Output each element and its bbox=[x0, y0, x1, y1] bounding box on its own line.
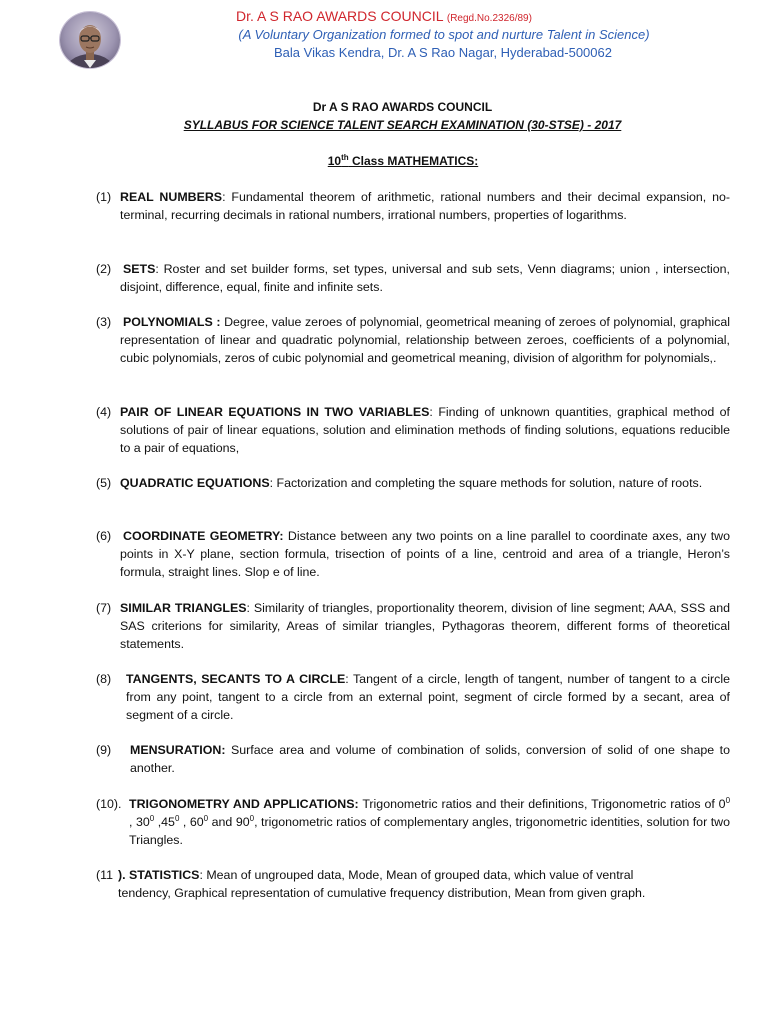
council-title bbox=[0, 8, 768, 24]
section-title: REAL NUMBERS bbox=[120, 190, 223, 204]
section-text: : Tangent of a circle, length of tangent, number of tangent to a circle from any point, tangent to a circle from an external point, segment of circle formed by a secant, area of segment of a circle. bbox=[126, 672, 730, 722]
council-name: Dr. A S RAO AWARDS COUNCIL bbox=[236, 8, 443, 24]
section-number: (7) bbox=[96, 601, 112, 615]
section-text: : Fundamental theorem of arithmetic, rational numbers and their decimal expansion, no-terminal, recurring decimals in rational numbers, irrational numbers, properties of logarithms. bbox=[120, 190, 731, 222]
section-text: : Finding of unknown quantities, graphical method of solutions of pair of linear equations, solution and elimination methods of finding solutions, equations reducible to a pair of equations, bbox=[120, 405, 731, 455]
degree-sup: 0 bbox=[203, 813, 209, 823]
section-number: (9) bbox=[96, 743, 112, 757]
syllabus-section-2 bbox=[96, 260, 730, 296]
document-heading: Dr A S RAO AWARDS COUNCIL bbox=[312, 100, 493, 114]
syllabus-section-10 bbox=[96, 795, 730, 849]
address-text: Bala Vikas Kendra, Dr. A S Rao Nagar, Hyderabad-500062 bbox=[274, 45, 612, 60]
section-text: , 30 bbox=[129, 815, 150, 829]
section-title: PAIR OF LINEAR EQUATIONS IN TWO VARIABLES bbox=[120, 405, 430, 419]
council-address bbox=[0, 45, 768, 60]
document-subheading: SYLLABUS FOR SCIENCE TALENT SEARCH EXAMINATION (30-STSE) - 2017 bbox=[183, 118, 622, 132]
section-number: (10). bbox=[96, 797, 122, 811]
syllabus-section-4 bbox=[96, 403, 730, 457]
section-number: (6) bbox=[96, 529, 112, 543]
section-number: (4) bbox=[96, 405, 112, 419]
section-title: COORDINATE GEOMETRY: bbox=[123, 529, 284, 543]
section-title: ). STATISTICS bbox=[118, 868, 200, 882]
degree-sup: 0 bbox=[149, 813, 155, 823]
section-title: QUADRATIC EQUATIONS bbox=[120, 476, 270, 490]
section-title: MENSURATION: bbox=[130, 743, 226, 757]
tagline-text: (A Voluntary Organization formed to spot and nurture Talent in Science) bbox=[238, 27, 650, 42]
section-text: Distance between any two points on a line parallel to coordinate axes, any two points in X-Y plane, section formula, trisection of points of a line, centroid and area of a triangle, Heron’s formula, straight lines. Slop e of line. bbox=[120, 529, 730, 579]
registration-number: (Regd.No.2326/89) bbox=[446, 13, 532, 24]
section-text: Trigonometric ratios and their definitions, Trigonometric ratios of 0 bbox=[358, 797, 726, 811]
class-number: 10 bbox=[327, 154, 342, 168]
syllabus-section-1 bbox=[96, 188, 730, 224]
degree-sup: 0 bbox=[174, 813, 180, 823]
section-text: ,45 bbox=[154, 815, 175, 829]
class-subject-heading bbox=[0, 153, 768, 168]
section-title: TANGENTS, SECANTS TO A CIRCLE bbox=[126, 672, 346, 686]
section-number: (5) bbox=[96, 476, 112, 490]
section-number: (2) bbox=[96, 262, 112, 276]
section-number: (1) bbox=[96, 190, 112, 204]
section-text: , trigonometric ratios of complementary angles, trigonometric identities, solution for two Triangles. bbox=[129, 815, 731, 847]
section-number: (3) bbox=[96, 315, 112, 329]
section-text: , 60 bbox=[179, 815, 204, 829]
council-tagline bbox=[0, 27, 768, 42]
section-text: Surface area and volume of combination of solids, conversion of solid of one shape to another. bbox=[130, 743, 730, 775]
syllabus-section-6 bbox=[96, 527, 730, 581]
section-title: POLYNOMIALS : bbox=[123, 315, 221, 329]
section-number: (8) bbox=[96, 672, 112, 686]
section-text: : Similarity of triangles, proportionality theorem, division of line segment; AAA, SSS and SAS criterions for similarity, Areas of similar triangles, Pythagoras theorem, different forms of theoretical statements. bbox=[120, 601, 730, 651]
section-text: : Mean of ungrouped data, Mode, Mean of grouped data, which value of ventral tendency, Graphical representation of cumulative frequency distribution, Mean from given graph. bbox=[118, 868, 646, 900]
section-title: TRIGONOMETRY AND APPLICATIONS: bbox=[129, 797, 359, 811]
section-title: SIMILAR TRIANGLES bbox=[120, 601, 247, 615]
class-superscript: th bbox=[341, 153, 349, 162]
section-text: Degree, value zeroes of polynomial, geometrical meaning of zeroes of polynomial, graphical representation of linear and quadratic polynomial, relationship between zeroes, coefficients of a polynomial, cubic polynomials, zeros of cubic polynomial and geometrical meaning, division of algorithm for polynomials,. bbox=[120, 315, 730, 365]
section-text: : Factorization and completing the square methods for solution, nature of roots. bbox=[269, 476, 703, 490]
syllabus-section-11 bbox=[96, 866, 656, 902]
syllabus-section-5 bbox=[96, 474, 730, 492]
class-subject: Class MATHEMATICS: bbox=[348, 154, 479, 168]
syllabus-section-3 bbox=[96, 313, 730, 367]
syllabus-section-9 bbox=[96, 741, 730, 777]
section-text: : Roster and set builder forms, set types, universal and sub sets, Venn diagrams; union , intersection, disjoint, difference, equal, finite and infinite sets. bbox=[120, 262, 730, 294]
section-text: and 90 bbox=[208, 815, 250, 829]
syllabus-section-8 bbox=[96, 670, 730, 724]
section-number: (11 bbox=[96, 868, 113, 882]
section-title: SETS bbox=[123, 262, 156, 276]
degree-sup: 0 bbox=[725, 795, 731, 805]
syllabus-section-7 bbox=[96, 599, 730, 653]
degree-sup: 0 bbox=[249, 813, 255, 823]
